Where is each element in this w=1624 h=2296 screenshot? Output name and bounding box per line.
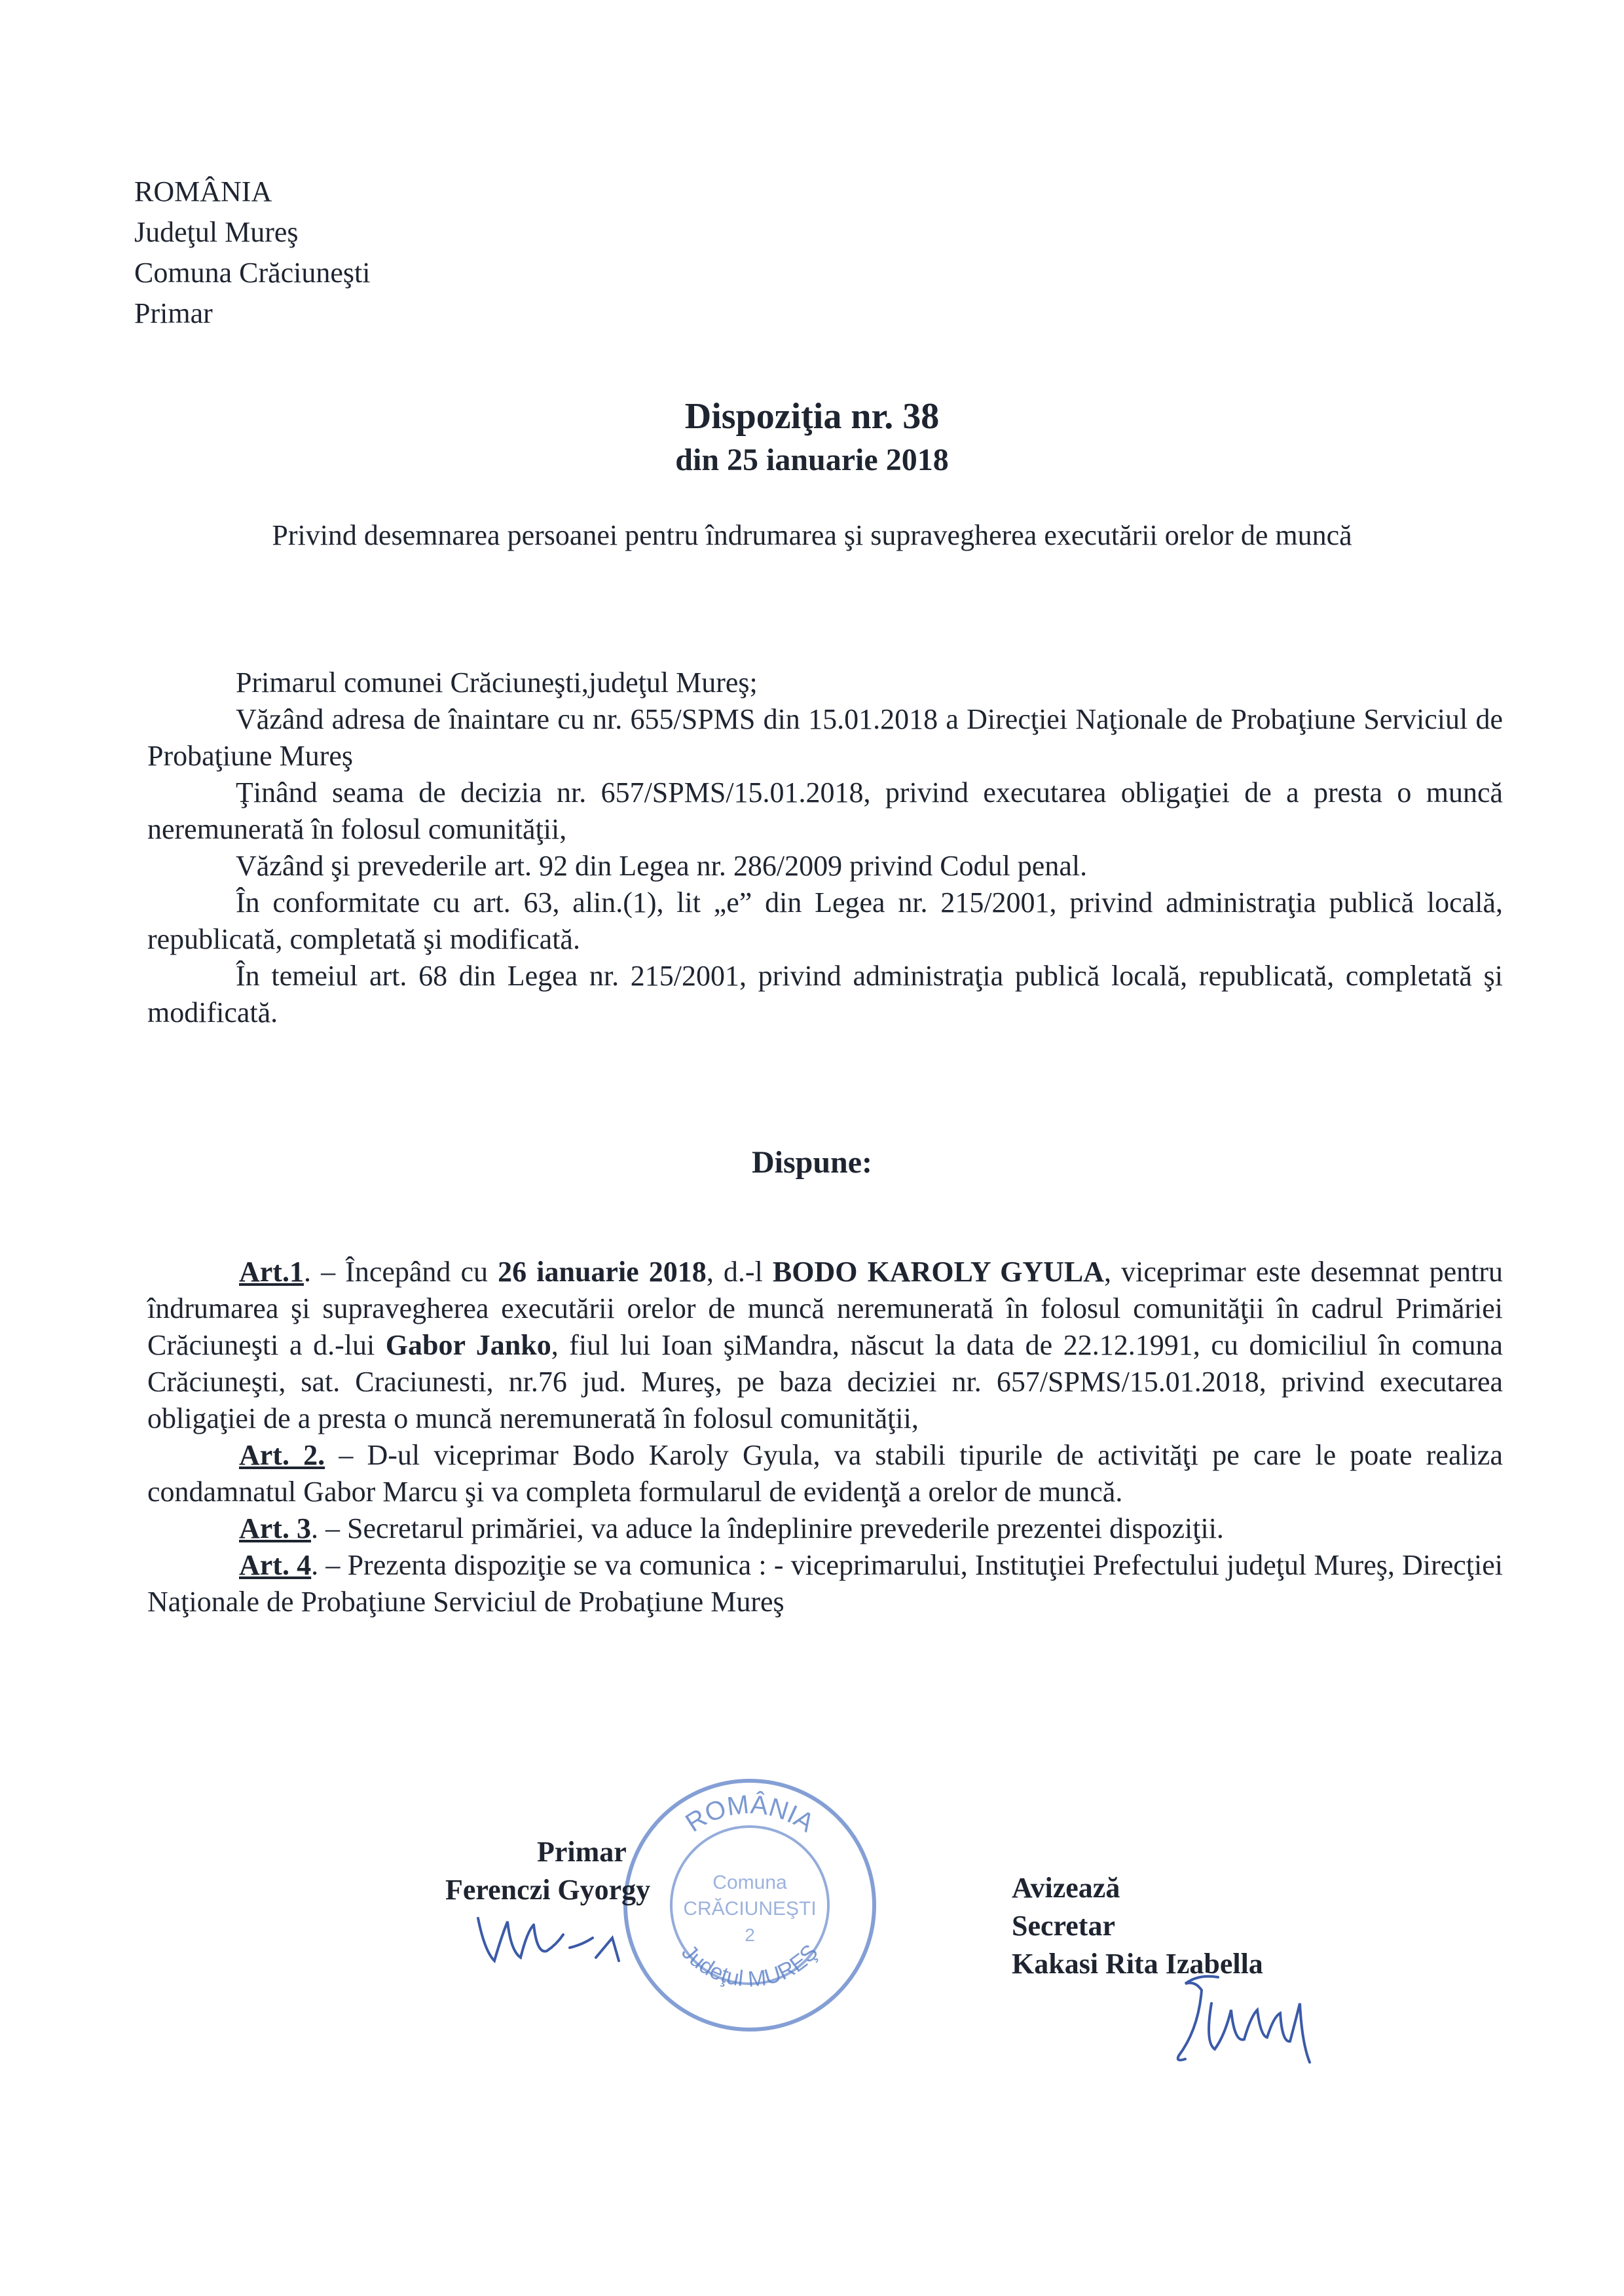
header-county: Judeţul Mureş [134, 216, 299, 248]
title-block [0, 393, 1624, 481]
stamp-center-line2: CRĂCIUNEŞTI [683, 1898, 817, 1920]
article-4-label: Art. 4 [239, 1549, 312, 1581]
article-1-label: Art.1 [239, 1256, 304, 1288]
article-1 [147, 1254, 1503, 1437]
preamble-paragraph: În temeiul art. 68 din Legea nr. 215/2001, privind administraţia publică locală, republicată, completată şi modificată. [147, 960, 1503, 1029]
article-1-text: , fiul lui Ioan şiMandra, născut la data de 22.12.1991, cu domiciliul în comuna Crăciuneşti, sat. Craciunesti, nr.76 jud. Mureş, pe baza deciziei nr. 657/SPMS/15.01.2018, privind executarea obligaţiei de a presta o muncă neremunerată în folosul comunităţii, [147, 1329, 1503, 1434]
article-2-label: Art. 2. [239, 1439, 325, 1471]
header-office: Primar [134, 297, 213, 329]
article-1-text: , viceprimar este desemnat pentru îndrumarea şi supravegherea executării orelor de muncă neremunerată în folosul comunităţii în cadrul Primăriei Crăciuneşti a d.-lui [147, 1256, 1503, 1361]
document-title: Dispoziţia nr. 38 [684, 396, 940, 437]
article-1-name: BODO KAROLY GYULA [772, 1256, 1105, 1288]
preamble [147, 665, 1503, 1031]
stamp-center-line3: 2 [745, 1925, 755, 1945]
secretary-title: Secretar [1012, 1910, 1115, 1942]
secretary-name: Kakasi Rita Izabella [1012, 1948, 1263, 1980]
stamp-bottom-text: Judeţul MUREŞ [676, 1939, 823, 1992]
stamp-top-text: ROMÂNIA [680, 1790, 819, 1838]
article-1-date: 26 ianuarie 2018 [498, 1256, 707, 1288]
preamble-paragraph: Ţinând seama de decizia nr. 657/SPMS/15.01.2018, privind executarea obligaţiei de a presta o muncă neremunerată în folosul comunităţii, [147, 776, 1503, 845]
header-country: ROMÂNIA [134, 175, 272, 208]
document-subject: Privind desemnarea persoanei pentru îndrumarea şi supravegherea executării orelor de muncă [272, 519, 1352, 551]
article-2-text: – D-ul viceprimar Bodo Karoly Gyula, va stabili tipurile de activităţi pe care le poate realiza condamnatul Gabor Marcu şi va completa formularul de evidenţă a orelor de muncă. [147, 1439, 1503, 1508]
articles [147, 1254, 1503, 1620]
official-stamp [612, 1768, 887, 2043]
secretary-signature [1159, 1964, 1316, 2075]
article-3-label: Art. 3 [239, 1512, 311, 1544]
preamble-paragraph: Primarul comunei Crăciuneşti,judeţul Mureş; [236, 666, 758, 699]
mayor-name: Ferenczi Gyorgy [445, 1874, 651, 1906]
preamble-paragraph: Văzând şi prevederile art. 92 din Legea nr. 286/2009 privind Codul penal. [236, 850, 1088, 882]
article-4-text: . – Prezenta dispoziţie se va comunica : - viceprimarului, Instituţiei Prefectului judeţul Mureş, Direcţiei Naţionale de Probaţiune Serviciul de Probaţiune Mureş [147, 1549, 1503, 1618]
article-4 [147, 1547, 1503, 1620]
article-3 [147, 1510, 1503, 1547]
article-1-text: . – Începând cu [303, 1256, 498, 1288]
article-2 [147, 1437, 1503, 1510]
dispune-heading: Dispune: [751, 1145, 873, 1180]
article-3-text: . – Secretarul primăriei, va aduce la îndeplinire prevederile prezentei dispoziţii. [310, 1512, 1224, 1544]
header-commune: Comuna Crăciuneşti [134, 257, 371, 289]
mayor-signature [471, 1899, 629, 1977]
preamble-paragraph: Văzând adresa de înaintare cu nr. 655/SPMS din 15.01.2018 a Direcţiei Naţionale de Probaţiune Serviciul de Probaţiune Mureş [147, 703, 1503, 772]
article-1-person: Gabor Janko [385, 1329, 551, 1361]
signature-block-mayor [445, 1833, 650, 1909]
document-date: din 25 ianuarie 2018 [675, 443, 949, 477]
document-header [134, 172, 371, 334]
stamp-center-line1: Comuna [712, 1872, 787, 1893]
mayor-title: Primar [537, 1836, 627, 1868]
secretary-approval: Avizează [1012, 1872, 1120, 1904]
article-1-text: , d.-l [706, 1256, 773, 1288]
secretary-signature-stroke [1178, 1977, 1310, 2062]
preamble-paragraph: În conformitate cu art. 63, alin.(1), lit „e” din Legea nr. 215/2001, privind administraţia publică locală, republicată, completată şi modificată. [147, 886, 1503, 955]
mayor-signature-stroke [478, 1918, 619, 1961]
